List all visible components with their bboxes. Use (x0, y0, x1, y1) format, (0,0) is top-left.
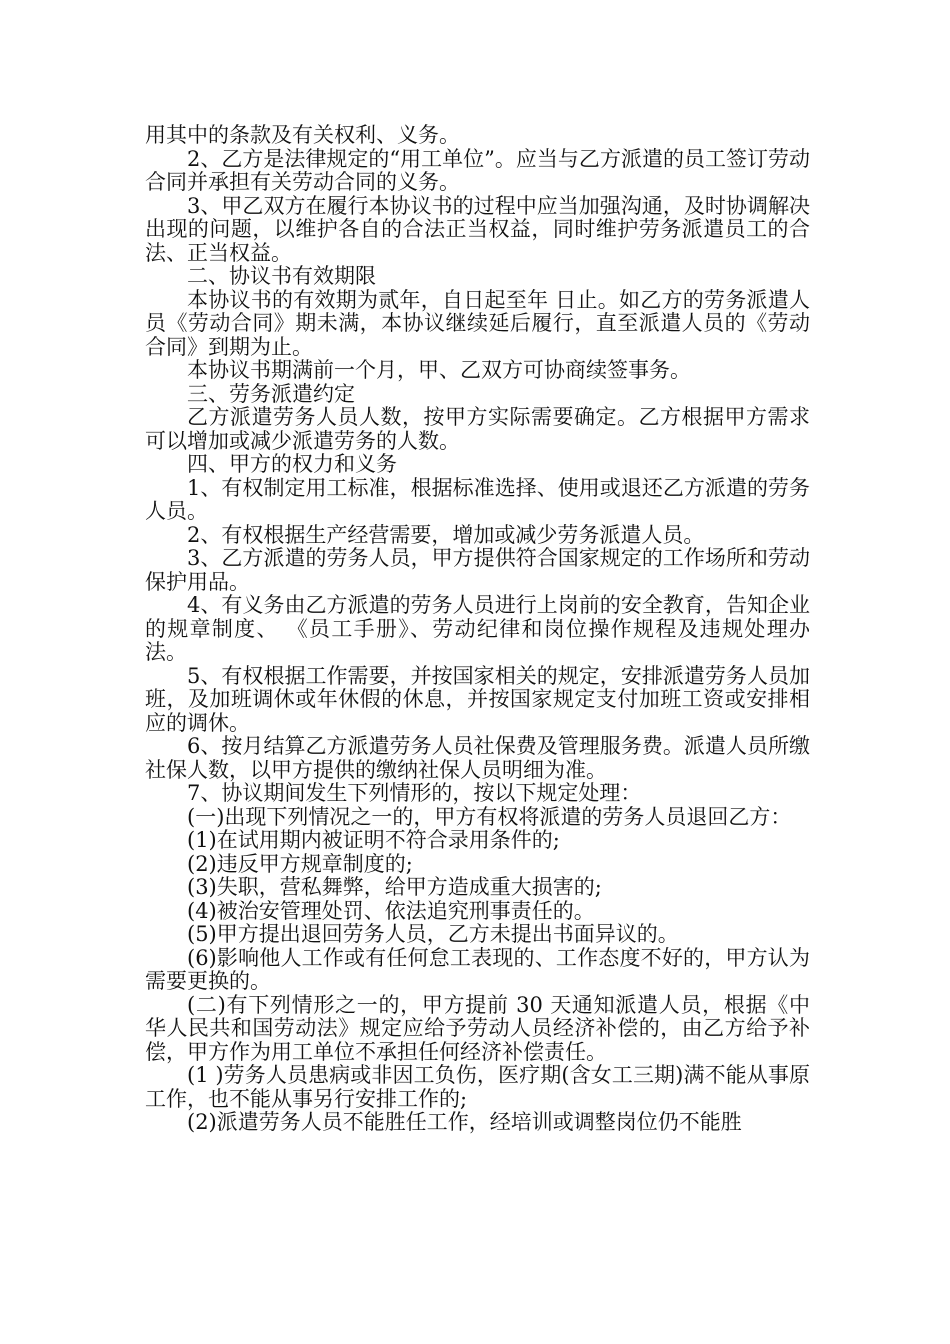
paragraph: 4、有义务由乙方派遣的劳务人员进行上岗前的安全教育，告知企业的规章制度、 《员工手册》、劳动纪律和岗位操作规程及违规处理办法。 (145, 593, 810, 664)
list-item: (3)失职，营私舞弊，给甲方造成重大损害的; (187, 875, 602, 899)
paragraph: 2、乙方是法律规定的“用工单位”。应当与乙方派遣的员工签订劳动合同并承担有关劳动合同的义务。 (145, 146, 810, 194)
section-heading: 二、协议书有效期限 (187, 264, 376, 288)
list-item: (1 )劳务人员患病或非因工负伤，医疗期(含女工三期)满不能从事原工作，也不能从事另行安排工作的; (145, 1063, 810, 1111)
document-body (145, 124, 810, 1135)
paragraph: 乙方派遣劳务人员人数，按甲方实际需要确定。乙方根据甲方需求可以增加或减少派遣劳务的人数。 (145, 405, 810, 453)
section-heading: 三、劳务派遣约定 (187, 381, 355, 406)
list-item: (6)影响他人工作或有任何怠工表现的、工作态度不好的，甲方认为需要更换的。 (145, 945, 810, 993)
list-item: (2)派遣劳务人员不能胜任工作，经培训或调整岗位仍不能胜 (187, 1110, 742, 1134)
paragraph: 本协议书期满前一个月，甲、乙双方可协商续签事务。 (187, 358, 691, 382)
paragraph: 1、有权制定用工标准，根据标准选择、使用或退还乙方派遣的劳务人员。 (145, 475, 810, 523)
paragraph: 本协议书的有效期为贰年，自日起至年 日止。如乙方的劳务派遣人员《劳动合同》期未满，本协议继续延后履行，直至派遣人员的《劳动合同》到期为止。 (145, 287, 810, 359)
list-item: (5)甲方提出退回劳务人员，乙方未提出书面异议的。 (187, 922, 679, 946)
paragraph: 6、按月结算乙方派遣劳务人员社保费及管理服务费。派遣人员所缴社保人数，以甲方提供的缴纳社保人员明细为准。 (145, 734, 810, 782)
paragraph: 3、乙方派遣的劳务人员，甲方提供符合国家规定的工作场所和劳动保护用品。 (145, 546, 810, 594)
paragraph: (二)有下列情形之一的，甲方提前 30 天通知派遣人员，根据《中华人民共和国劳动法》规定应给予劳动人员经济补偿的，由乙方给予补偿，甲方作为用工单位不承担任何经济补偿责任。 (145, 992, 810, 1064)
list-item: (1)在试用期内被证明不符合录用条件的; (187, 828, 560, 852)
paragraph: 7、协议期间发生下列情形的，按以下规定处理： (187, 781, 642, 805)
list-item: (4)被治安管理处罚、依法追究刑事责任的。 (187, 898, 595, 923)
list-item: (2)违反甲方规章制度的; (187, 851, 413, 876)
paragraph: 用其中的条款及有关权利、义务。 (145, 123, 460, 147)
paragraph: 2、有权根据生产经营需要，增加或减少劳务派遣人员。 (187, 522, 705, 547)
paragraph: 5、有权根据工作需要，并按国家相关的规定，安排派遣劳务人员加班，及加班调休或年休假的休息，并按国家规定支付加班工资或安排相应的调休。 (145, 663, 810, 735)
section-heading: 四、甲方的权力和义务 (187, 452, 397, 476)
paragraph: 3、甲乙双方在履行本协议书的过程中应当加强沟通，及时协调解决出现的问题，以维护各自的合法正当权益，同时维护劳务派遣员工的合法、正当权益。 (145, 193, 810, 265)
paragraph: (一)出现下列情况之一的，甲方有权将派遣的劳务人员退回乙方： (187, 804, 792, 829)
